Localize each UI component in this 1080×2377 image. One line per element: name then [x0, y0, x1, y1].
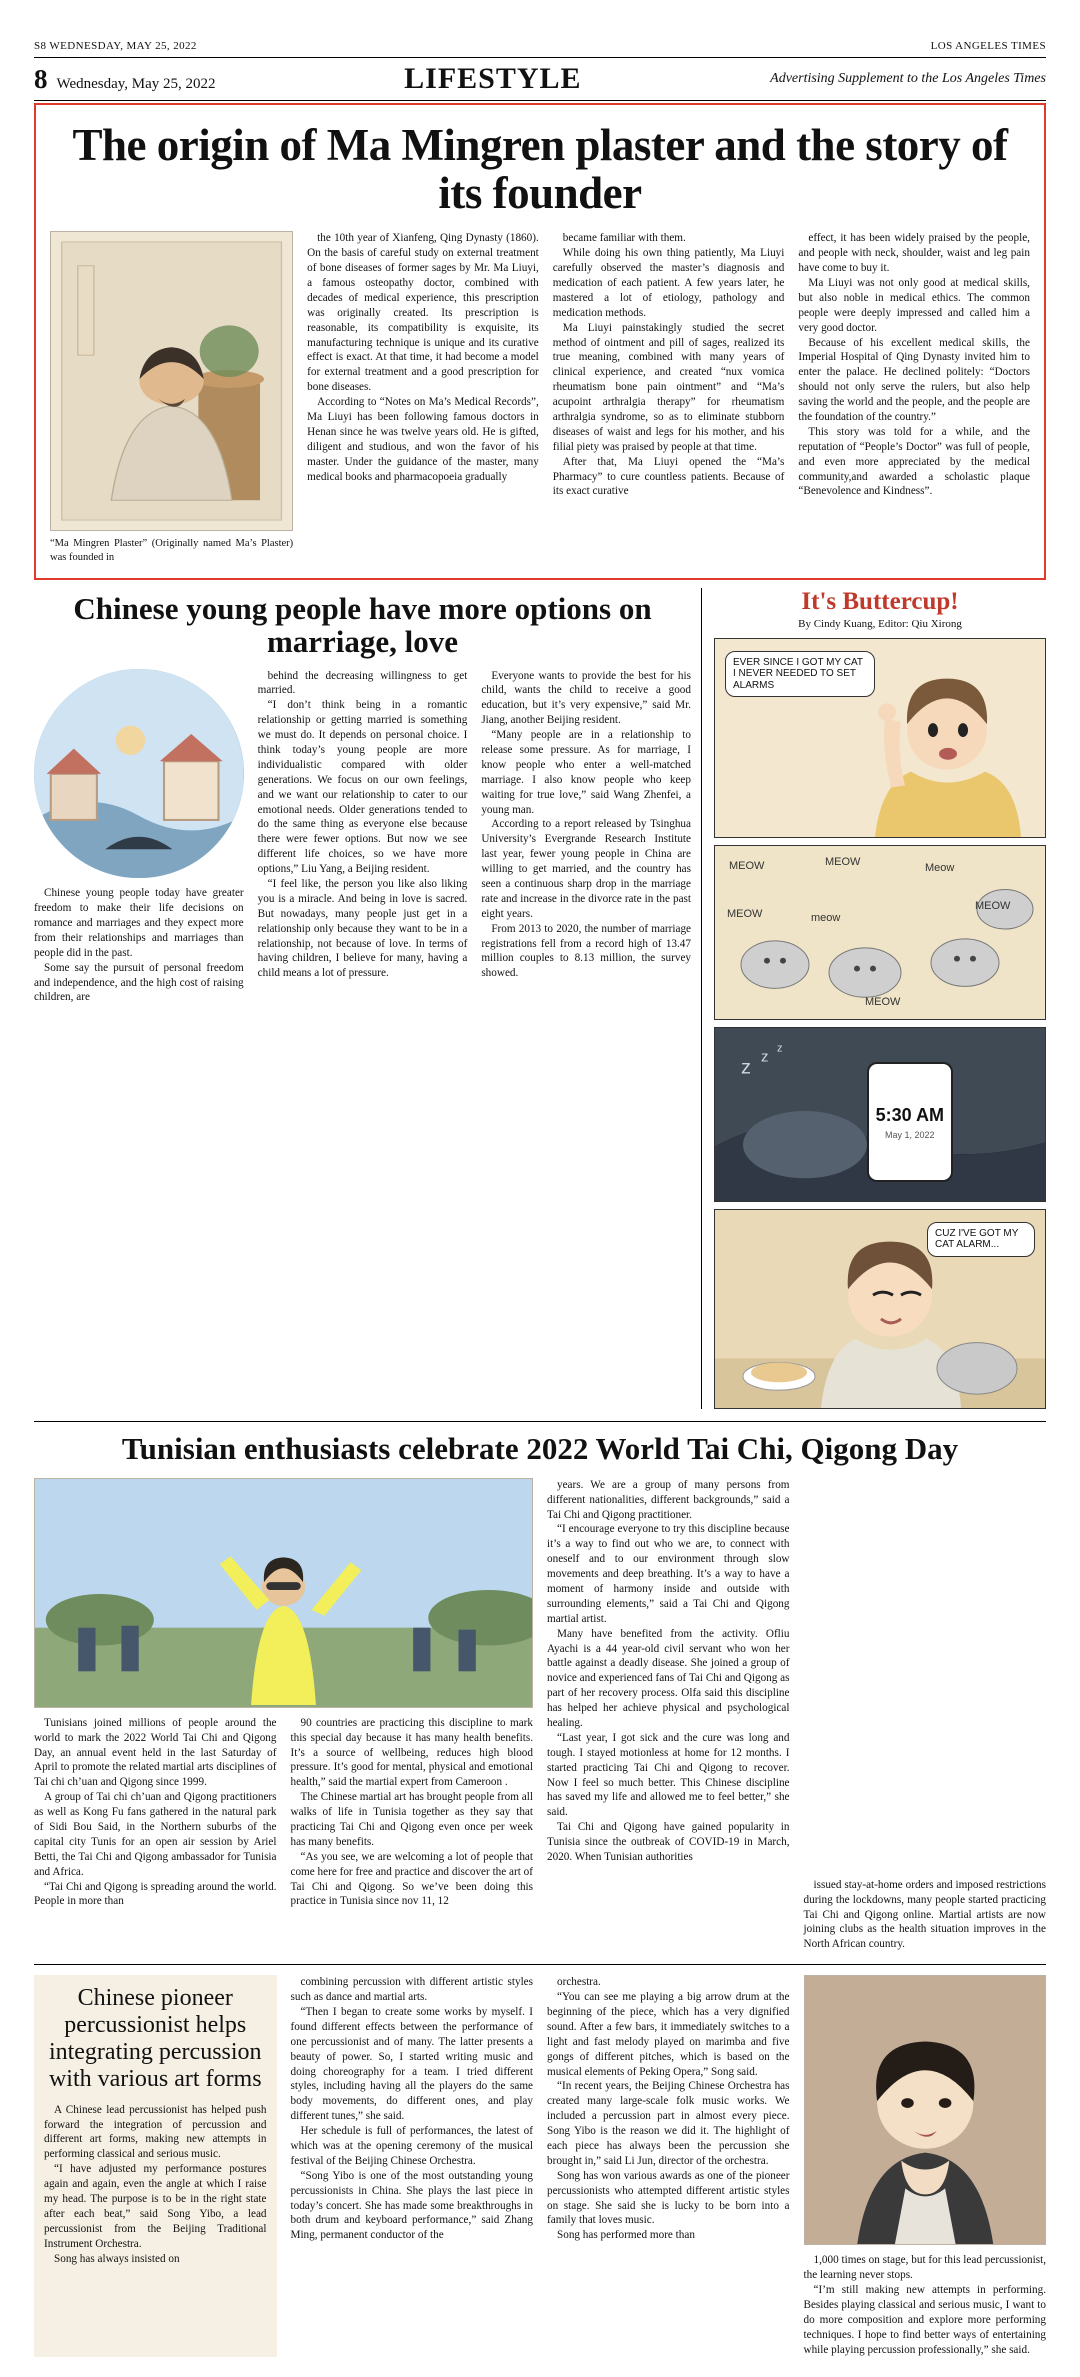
lead-p3: became familiar with them.	[562, 232, 686, 245]
taichi-column-4-spacer	[804, 1478, 1047, 1878]
lead-headline: The origin of Ma Mingren plaster and the story of its founder	[72, 120, 1008, 219]
percussion-column-4	[804, 1975, 1047, 2357]
masthead-divider-bottom	[34, 100, 1046, 101]
percussion-p11: Song has won various awards as one of the pioneer percussionists who attempted different artistic styles on stage. She said she is lucky to be born into a family that loves music.	[547, 2169, 790, 2227]
percussion-p10: “In recent years, the Beijing Chinese Orchestra has created many large-scale folk music works. We included a percussion part in almost every piece. Song Yibo is the reason we did it. The highlight of each piece has always been the percussion she brought in,” said Li Jun, director of the orchestra.	[547, 2080, 790, 2167]
lead-column-1	[307, 231, 539, 565]
phone-time: 5:30 AM	[875, 1104, 944, 1125]
masthead-date: Wednesday, May 25, 2022	[56, 75, 216, 92]
lead-p10: This story was told for a while, and the reputation of “People’s Doctor” was full of people, and even more appreciated by the medical community,and awarded a scholastic plaque “Benevolence and Kindness”.	[798, 425, 1030, 498]
percussion-p4: combining percussion with different artistic styles such as dance and martial arts.	[290, 1976, 533, 2004]
lead-column-2	[553, 231, 785, 565]
lead-photo-illustration	[51, 232, 292, 530]
taichi-c4-text	[804, 1878, 1047, 1952]
percussion-headline: Chinese pioneer percussionist helps integrating percussion with various art forms	[48, 1985, 262, 2092]
portrait-illustration	[805, 1976, 1046, 2244]
percussion-column-2	[291, 1975, 534, 2357]
taichi-p6: “As you see, we are welcoming a lot of people that come here for free and practice and discover the art of Tai Chi and Qigong. So we’ve been doing this practice in Tunisia since nov 11, 12	[290, 1850, 533, 1908]
comic-panel-1-bubble: EVER SINCE I GOT MY CAT I NEVER NEEDED TO SET ALARMS	[725, 651, 875, 698]
lead-photo	[50, 231, 293, 531]
masthead-top	[34, 40, 1046, 55]
percussion-p13: 1,000 times on stage, but for this lead percussionist, the learning never stops.	[803, 2254, 1046, 2282]
marriage-column-2	[258, 669, 468, 1006]
masthead	[34, 58, 1046, 100]
lead-p9: Because of his excellent medical skills, the Imperial Hospital of Qing Dynasty invited him to enter the palace. He declined politely: “Doctors should not only serve the rulers, but also help saving the world and the people, and the people are the foundation of the country.”	[798, 336, 1030, 423]
taichi-column-1	[34, 1478, 533, 1952]
taichi-p2: A group of Tai chi ch’uan and Qigong practitioners as well as Kong Fu fans gathered in the natural park of Sidi Bou Said, in the Northern suburbs of the capital city Tunis for an open air session by Ariel Betti, the Tai Chi and Qigong ambassador for Tunisia and Africa.	[34, 1791, 277, 1878]
taichi-headline: Tunisian enthusiasts celebrate 2022 World Tai Chi, Qigong Day	[121, 1430, 959, 1466]
taichi-story	[34, 1421, 1046, 1953]
marriage-c1-text	[34, 886, 244, 1005]
taichi-photo-illustration	[35, 1479, 532, 1707]
percussion-p12: Song has performed more than	[557, 2229, 695, 2242]
percussion-c1-text	[44, 2103, 267, 2267]
percussion-p9: “You can see me playing a big arrow drum at the beginning of the piece, which has a very dignified sound. After a few bars, it immediately switches to a light and fast melody played on marimba and five gongs of different pitches, which is based on the musical elements of Peking Opera,” Song said.	[547, 1991, 790, 2078]
taichi-p4: 90 countries are practicing this discipline to mark this special day because it has many health benefits. It’s a source of wellbeing, reduces high blood pressure. It’s good for mental, physical and emotional health,” said the martial expert from Cameroon .	[290, 1716, 533, 1789]
marriage-p6: Everyone wants to provide the best for his child, wants the child to receive a good education, but it’s very expensive,” said Mr. Jiang, another Beijing resident.	[481, 669, 691, 727]
taichi-column-4	[804, 1478, 1047, 1952]
lead-p5: Ma Liuyi painstakingly studied the secret method of ointment and pill of sages, realized its true meaning, combined with many years of clinical experience, and created “nux vomica rheumatism bone pain ointment” and “Ma’s acupoint arthralgia therapy” for rheumatism arthralgia syndrome, so as to eliminate stubborn diseases of waist and legs for his mother, and his filial piety was praised by people at that time.	[552, 321, 785, 453]
comic-byline: By Cindy Kuang, Editor: Qiu Xirong	[798, 617, 962, 630]
lead-p4: While doing his own thing patiently, Ma Liuyi carefully observed the master’s diagnosis and medication of each patient. A few years later, he mastered a lot of etiology, pathology and medication methods.	[552, 247, 785, 319]
lead-p1: the 10th year of Xianfeng, Qing Dynasty (1860). On the basis of careful study on external treatment of bone diseases of former sages by Mr. Ma Liuyi, a famous osteopathy doctor, combined with decades of medical experience, this prescription was originally created. Its prescription is reasonable, its compatibility is exquisite, its manufacturing technique is unique and its curative effect is exact. At that time, it had become a model for external treatment and a good prescription for bone diseases.	[307, 232, 539, 394]
lead-story	[34, 103, 1046, 580]
svg-text:z: z	[777, 1042, 783, 1055]
taichi-p12: issued stay-at-home orders and imposed restrictions during the lockdowns, many people started practicing Tai Chi and Qigong online. Martial artists are now joining clubs as the health situation improves in the North African country.	[803, 1878, 1046, 1951]
marriage-photo-illustration	[34, 669, 244, 879]
taichi-c1-text	[34, 1716, 533, 1910]
lead-p2: According to “Notes on Ma’s Medical Records”, Ma Liuyi has been following famous doctors in Henan since he was twelve years old. He is gifted, diligent and studious, and won the favor of his master. Under the guidance of the master, many medical books and pharmacopoeia gradually	[307, 396, 539, 483]
taichi-p8: “I encourage everyone to try this discipline because it’s a way to find out who we are, to connect with oneself and to our environment through slow movements and deep breathing. It’s a way to have a moment of harmony inside and outside with surrounding elements,” said a Tai Chi and Qigong martial artist.	[547, 1523, 790, 1625]
lead-column-3	[798, 231, 1030, 565]
percussion-p8: orchestra.	[557, 1976, 601, 1989]
masthead-top-right: LOS ANGELES TIMES	[930, 40, 1046, 52]
comic-panel-1	[714, 638, 1046, 838]
percussion-p5: “Then I began to create some works by myself. I found different effects between the performance of one percussionist and of many. The latter presents a beauty of power. So, I started writing music and doing choreography for a team. I tried different styles, including having all the players do the same body movements, do different ones, and play different tunes,” she said.	[290, 2005, 533, 2123]
marriage-p4: “I don’t think being in a romantic relationship or getting married is something we must do. It depends on personal choice. I think today’s young people are more individualistic compared with older generations. We focus on our own feelings, and we want our relationship to cater to our emotional needs. Older generations tended to do the same thing as everyone else because there were fewer options. But now we see different life choices, so we have more options,” Liu Yang, a Beijing resident.	[257, 699, 468, 876]
marriage-column-3	[481, 669, 691, 1006]
marriage-p5: “I feel like, the person you like also liking you is a miracle. And being in love is sacred. But nowadays, many people just get in a relationship only because they want to be in a relationship, not because of love. In terms of having children, I believe for many, having a child means a lot of pressure.	[257, 878, 468, 980]
masthead-top-left: S8 WEDNESDAY, MAY 25, 2022	[34, 40, 197, 52]
percussion-column-1	[34, 1975, 277, 2357]
comic-panel-4-bubble: CUZ I'VE GOT MY CAT ALARM...	[927, 1222, 1035, 1257]
lead-p8: Ma Liuyi was not only good at medical skills, but also noble in medical ethics. The common people were deeply impressed and called him a very good doctor.	[798, 276, 1030, 334]
taichi-p1: Tunisians joined millions of people around the world to mark the 2022 World Tai Chi and Qigong Day, an annual event held in the last Saturday of April to promote the related martial arts disciplines of Tai chi ch’uan and Qigong since 1999.	[34, 1716, 277, 1789]
taichi-p11: Tai Chi and Qigong have gained popularity in Tunisia since the outbreak of COVID-19 in March, 2020. When Tunisian authorities	[547, 1821, 790, 1863]
middle-section	[34, 588, 1046, 1409]
percussion-p7: “Song Yibo is one of the most outstanding young percussionists in China. She plays the last piece in today’s concert. She has made some breakthroughs in both drum and keyboard performance,” said Zhang Ming, permanent conductor of the	[290, 2169, 533, 2242]
marriage-photo	[34, 669, 244, 879]
marriage-p1: Chinese young people today have greater freedom to make their life decisions on romance and marriages and they expect more from their relationships and marriages than people did in the past.	[34, 887, 244, 959]
taichi-photo	[34, 1478, 533, 1708]
supplement-note: Advertising Supplement to the Los Angeles Times	[770, 71, 1046, 86]
comic-strip-section	[714, 588, 1046, 1409]
marriage-p3: behind the decreasing willingness to get married.	[257, 669, 468, 697]
percussion-p6: Her schedule is full of performances, the latest of which was at the opening ceremony of the musical festival of the Beijing Chinese Orchestra.	[290, 2125, 533, 2167]
marriage-p2: Some say the pursuit of personal freedom and independence, and the high cost of raising children, are	[34, 961, 244, 1004]
lead-columns	[50, 231, 1030, 565]
marriage-p8: According to a report released by Tsinghua University’s Evergrande Research Institute last year, fewer young people in China are willing to get married, and the country has seen a continuous sharp drop in the marriage rate and increase in the divorce rate in the past eight years.	[481, 818, 691, 920]
comic-strip	[714, 638, 1046, 1409]
lead-figure	[50, 231, 293, 565]
comic-panel-3	[714, 1027, 1046, 1202]
lead-p6: After that, Ma Liuyi opened the “Ma’s Pharmacy” to cure countless patients. Because of its exact curative	[552, 455, 785, 498]
percussion-p2: “I have adjusted my performance postures again and again, even the angle at which I raise my head. The purpose is to be in the right state after each beat,” said Song Yibo, a lead percussionist from the Beijing Traditional Instrument Orchestra.	[44, 2163, 267, 2250]
marriage-story	[34, 588, 702, 1409]
taichi-p5: The Chinese martial art has brought people from all walks of life in Tunisia together as they say that practicing Tai Chi and Qigong even once per week has many benefits.	[290, 1791, 533, 1848]
taichi-p3: “Tai Chi and Qigong is spreading around the world. People in more than	[34, 1880, 277, 1908]
comic-panel-2-art	[715, 846, 1045, 1019]
percussion-story	[34, 1964, 1046, 2357]
lead-photo-caption: “Ma Mingren Plaster” (Originally named Ma’s Plaster) was founded in	[50, 538, 294, 564]
taichi-p7: years. We are a group of many persons from different nationalities, different backgrounds,” said a Tai Chi and Qigong practitioner.	[547, 1478, 790, 1521]
marriage-column-1	[34, 669, 244, 1006]
svg-text:z: z	[741, 1056, 751, 1079]
marriage-p7: “Many people are in a relationship to release some pressure. As for marriage, I know people who enter a well-matched marriage. I also know people who keep waiting for true love,” said Wang Zhenfei, a young man.	[481, 729, 691, 816]
percussion-p3: Song has always insisted on	[54, 2252, 180, 2265]
lead-p7: effect, it has been widely praised by the people, and people with neck, shoulder, waist and leg pain have come to buy it.	[798, 232, 1030, 275]
phone-date: May 1, 2022	[885, 1129, 935, 1140]
marriage-columns	[34, 669, 691, 1006]
percussion-p1: A Chinese lead percussionist has helped push forward the integration of percussion and different art forms, making new attempts in performing classical and serious music.	[44, 2103, 267, 2161]
svg-text:z: z	[761, 1049, 769, 1066]
percussion-c4-text	[804, 2253, 1047, 2357]
percussionist-portrait	[804, 1975, 1047, 2245]
marriage-headline: Chinese young people have more options on marriage, love	[73, 590, 652, 660]
taichi-p10: “Last year, I got sick and the cure was long and tough. I stayed motionless at home for 12 months. I started practicing Tai Chi and Qigong to recover. Now I feel so much better. This Chinese discipline has saved my life and allowed me to feel better,” she said.	[547, 1731, 790, 1819]
phone-clock	[867, 1062, 953, 1182]
comic-panel-2: MEOW MEOW Meow MEOW MEOW meow MEOW	[714, 845, 1046, 1020]
section-title: LIFESTYLE	[404, 62, 582, 95]
masthead-left	[34, 64, 216, 95]
marriage-p9: From 2013 to 2020, the number of marriage registrations fell from a record high of 13.47 million couples to 8.13 million, the survey showed.	[481, 922, 691, 980]
taichi-p9: Many have benefited from the activity. Ofliu Ayachi is a 44 year-old civil servant who won her battle against a deadly disease. She joined a group of novice and experienced fans of Tai Chi and Qigong as part of her recovery process. Olfa said this discipline has helped her achieve physical and psychological healing.	[547, 1627, 790, 1729]
page-number: 8	[34, 63, 48, 94]
percussion-column-3	[547, 1975, 790, 2357]
comic-title: It's Buttercup!	[801, 587, 959, 615]
taichi-columns	[34, 1478, 1046, 1952]
taichi-column-3	[547, 1478, 790, 1952]
comic-panel-4	[714, 1209, 1046, 1409]
percussion-p14: “I’m still making new attempts in performing. Besides playing classical and serious music, I want to do more composition and explore more performing techniques. I hope to find better ways of entertaining while playing percussion professionally,” she said.	[803, 2283, 1046, 2356]
